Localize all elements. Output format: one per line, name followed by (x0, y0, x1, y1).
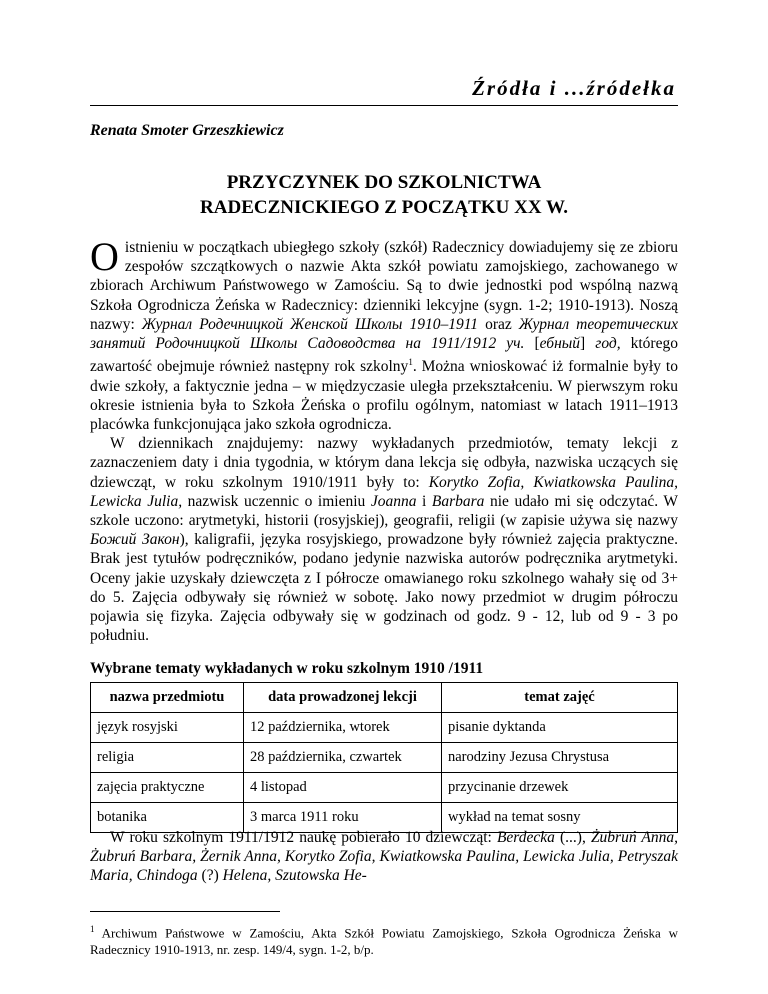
article-title (90, 170, 678, 220)
table-cell: język rosyjski (91, 713, 244, 743)
table-cell: 12 października, wtorek (244, 713, 442, 743)
p3-italic-3: Helena, Szutowska He- (222, 867, 367, 885)
table-row (91, 773, 678, 803)
p2-italic-2: Joanna (370, 492, 417, 510)
p2-text-b: nazwisk uczennic o imieniu (182, 492, 371, 510)
p2-italic-4: Божий Закон (90, 531, 180, 549)
p3-italic-2: Żubruń Anna, Żubruń Barbara, Żernik Anna, Korytko Zofia, Kwiatkowska Paulina, Lewicka Julia, Petryszak Maria, Chindoga (90, 829, 679, 885)
column-header: data prowadzonej lekcji (244, 683, 442, 713)
p1-text-e: którego zawartość obejmuje również następny rok szkolny (90, 335, 678, 376)
p2-text-e: ), kaligrafii, języka rosyjskiego, prowadzone były również zajęcia praktyczne. Brak jest tytułów podręczników, podano jedynie nazwiska autorów podręcznika arytmetyki. Oceny jakie uzyskały dziewczęta z I półrocze omawianego roku szkolnego wahały się od 3+ do 5. Zajęcia odbywały się również w sobotę. Jako nowy przedmiot w drugim półroczu pojawia się fizyka. Zajęcia odbywały się w godzinach od godz. 9 - 12, lub od 9 - 3 po południu. (90, 531, 678, 645)
p2-italic-3: Barbara (431, 492, 485, 510)
column-header: nazwa przedmiotu (91, 683, 244, 713)
footnote-rule (90, 911, 280, 912)
table-cell: 3 marca 1911 roku (244, 803, 442, 833)
p1-italic-1: Журнал Родечницкой Женской Школы 1910–1911 (141, 315, 479, 333)
drop-cap: O (90, 234, 119, 279)
table-row (91, 743, 678, 773)
table-cell: 4 listopad (244, 773, 442, 803)
p3-text-c: (?) (197, 867, 223, 885)
footnote (90, 921, 678, 958)
p1-italic-3: ебный (539, 335, 581, 353)
p1-text-c: [ (524, 335, 540, 353)
footnote-mark: 1 (90, 924, 95, 934)
title-line-1: PRZYCZYNEK DO SZKOLNICTWA (226, 172, 542, 193)
title-line-2: RADECZNICKIEGO Z POCZĄTKU XX W. (200, 197, 568, 218)
table-cell: pisanie dyktanda (442, 713, 678, 743)
table-cell: botanika (91, 803, 244, 833)
header-rule (90, 105, 678, 106)
p1-text-d: ] (580, 335, 596, 353)
table-cell: religia (91, 743, 244, 773)
table-cell: 28 października, czwartek (244, 743, 442, 773)
p1-text-f: . Można wnioskować iż formalnie były to dwie szkoły, a faktycznie jedna – w międzyczasie uległa przekształceniu. W pierwszym roku okresie istnienia była to Szkoła Żeńska o profilu ogólnym, natomiast w latach 1911–1913 placówka funkcjonująca jako szkoła ogrodnicza. (90, 358, 678, 433)
table-cell: wykład na temat sosny (442, 803, 678, 833)
column-header: temat zajęć (442, 683, 678, 713)
table-row (91, 713, 678, 743)
p2-text-d: nie udało mi się odczytać. W szkole uczono: arytmetyki, historii (rosyjskiej), geografii, religii (w zapisie używa się nazwy (90, 492, 678, 529)
article-body (90, 234, 678, 645)
paragraph-1 (90, 234, 678, 434)
table-cell: przycinanie drzewek (442, 773, 678, 803)
p1-text-a: istnieniu w początkach ubiegłego szkoły (szkół) Radecznicy dowiadujemy się ze zbioru zespołów szczątkowych o nazwie Akta szkół powiatu zamojskiego, zachowanego w zbiorach Archiwum Państwowego w Zamościu. Są to dwie jednostki pod wspólną nazwą Szkoła Ogrodnicza Żeńska w Radecznicy: dzienniki lekcyjne (sygn. 1-2; 1910-1913). Noszą nazwy: (90, 239, 678, 333)
p2-text-a: W dziennikach znajdujemy: nazwy wykładanych przedmiotów, tematy lekcji z zaznaczeniem daty i dnia tygodnia, w którym dana lekcja się odbyła, nazwiska uczących się dziewcząt, w roku szkolnym 1910/1911 były to: (90, 435, 678, 491)
author-name: Renata Smoter Grzeszkiewicz (90, 122, 284, 139)
p3-text-b: (...), (554, 829, 591, 846)
table-cell: zajęcia praktyczne (91, 773, 244, 803)
lessons-table (90, 682, 678, 833)
p3-italic-1: Berdecka (496, 829, 555, 846)
p2-italic-1: Korytko Zofia, Kwiatkowska Paulina, Lewicka Julia, (90, 473, 678, 510)
table-caption: Wybrane tematy wykładanych w roku szkolnym 1910 /1911 (90, 660, 484, 677)
table-header-row (91, 683, 678, 713)
table-cell: narodziny Jezusa Chrystusa (442, 743, 678, 773)
p1-text-b: oraz (478, 315, 519, 333)
p3-text-a: W roku szkolnym 1911/1912 naukę pobierało 10 dziewcząt: (110, 829, 497, 846)
p1-italic-2: Журнал теоретических занятий Родочницкой Школы Садоводства на 1911/1912 уч. (90, 315, 678, 353)
paragraph-3 (90, 828, 678, 886)
footnote-text: Archiwum Państwowe w Zamościu, Akta Szkół Powiatu Zamojskiego, Szkoła Ogrodnicza Żeńska w Radecznicy 1910-1913, nr. zesp. 149/4, sygn. 1-2, b/p. (90, 925, 678, 958)
footnote-reference[interactable]: 1 (408, 357, 413, 368)
p1-italic-4: год, (595, 335, 621, 353)
p2-text-c: i (416, 492, 432, 510)
running-title: Źródła i ...źródełka (472, 76, 676, 100)
paragraph-2 (90, 434, 678, 645)
